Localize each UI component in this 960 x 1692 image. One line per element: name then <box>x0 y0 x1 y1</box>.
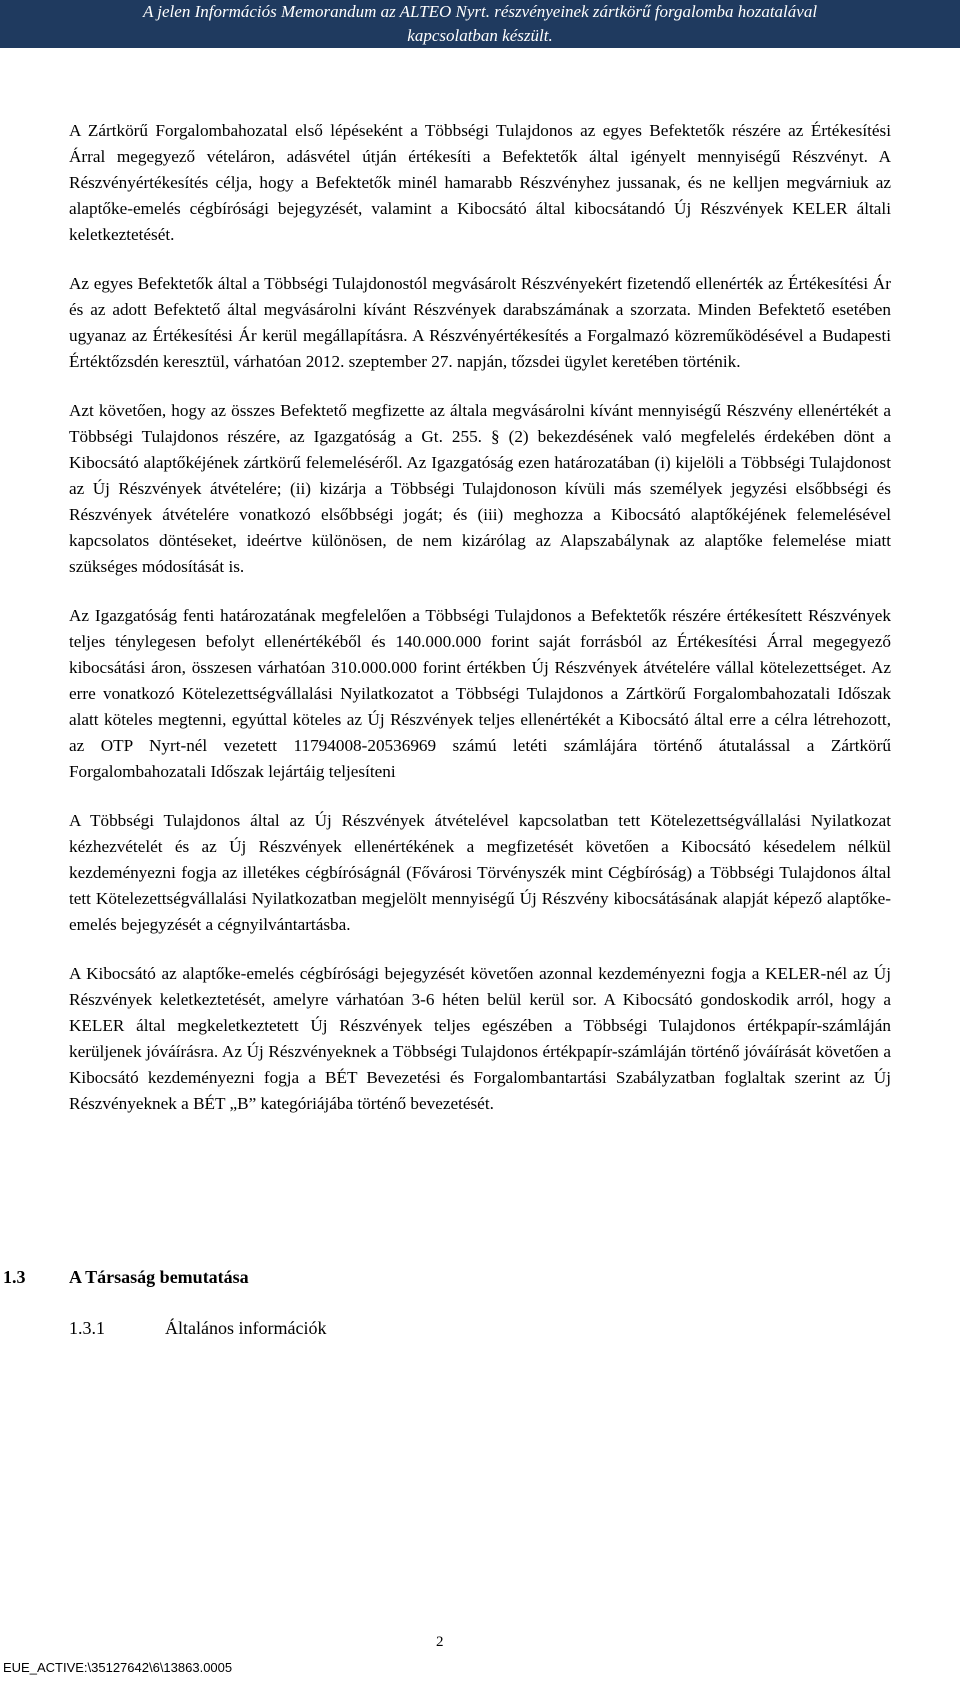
section-number: 1.3 <box>3 1267 26 1287</box>
subsection-number: 1.3.1 <box>69 1318 105 1338</box>
document-body <box>69 118 891 1140</box>
subsection-title: Általános információk <box>165 1318 327 1338</box>
paragraph: Az Igazgatóság fenti határozatának megfelelően a Többségi Tulajdonos a Befektetők részére értékesített Részvények teljes ténylegesen befolyt ellenértékéből és 140.000.000 forint saját forrásból az Értékesítési Árral megegyező kibocsátási áron, összesen várhatóan 310.000.000 forint értékben Új Részvények átvételére vállal kötelezettséget. Az erre vonatkozó Kötelezettségvállalási Nyilatkozatot a Többségi Tulajdonos a Zártkörű Forgalombahozatali Időszak alatt köteles megtenni, egyúttal köteles az Új Részvények teljes ellenértékét a Kibocsátó által erre a célra létrehozott, az OTP Nyrt-nél vezetett 11794008-20536969 számú letéti számlájára történő átutalással a Zártkörű Forgalombahozatali Időszak lejártáig teljesíteni <box>69 606 891 781</box>
paragraph: A Többségi Tulajdonos által az Új Részvények átvételével kapcsolatban tett Kötelezettségvállalási Nyilatkozat kézhezvételét és az Új Részvények ellenértékének a megfizetését követően a Kibocsátó késedelem nélkül kezdeményezni fogja az illetékes cégbíróságnál (Fővárosi Törvényszék mint Cégbíróság) a Többségi Tulajdonos által tett Kötelezettségvállalási Nyilatkozatban megjelölt mennyiségű Új Részvény kibocsátásának alapját képező alaptőke-emelés bejegyzését a cégnyilvántartásba. <box>69 811 891 934</box>
paragraph: Azt követően, hogy az összes Befektető megfizette az általa megvásárolni kívánt mennyiségű Részvény ellenértékét a Többségi Tulajdonos részére, az Igazgatóság a Gt. 255. § (2) bekezdésének való megfelelés érdekében dönt a Kibocsátó alaptőkéjének zártkörű felemeléséről. Az Igazgatóság ezen határozatában (i) kijelöli a Többségi Tulajdonost az Új Részvények átvételére; (ii) kizárja a Többségi Tulajdonoson kívüli más személyek jegyzési elsőbbségi és Részvények átvételére vonatkozó elsőbbségi jogát; és (iii) meghozza a Kibocsátó alaptőkéjének felemelésével kapcsolatos döntéseket, ideértve különösen, de nem kizárólag az Alapszabálynak az alaptőke felemelése miatt szükséges módosítását is. <box>69 401 891 576</box>
paragraph: Az egyes Befektetők által a Többségi Tulajdonostól megvásárolt Részvényekért fizetendő ellenérték az Értékesítési Ár és az adott Befektető által megvásárolni kívánt Részvények darabszámának a szorzata. Minden Befektető esetében ugyanaz az Értékesítési Ár kerül megállapításra. A Részvényértékesítés a Forgalmazó közreműködésével a Budapesti Értéktőzsdén keresztül, várhatóan 2012. szeptember 27. napján, tőzsdei ügylet keretében történik. <box>69 274 891 371</box>
header-line-2: kapcsolatban készült. <box>407 26 553 45</box>
document-header-banner <box>0 0 960 48</box>
page-number: 2 <box>436 1634 444 1650</box>
paragraph: A Kibocsátó az alaptőke-emelés cégbírósági bejegyzését követően azonnal kezdeményezni fogja a KELER-nél az Új Részvények keletkeztetését, amelyre várhatóan 3-6 héten belül kerül sor. A Kibocsátó gondoskodik arról, hogy a KELER által megkeletkeztetett Új Részvények teljes egészében a Többségi Tulajdonos értékpapír-számláján kerüljenek jóváírásra. Az Új Részvényeknek a Többségi Tulajdonos értékpapír-számláján történő jóváírását követően a Kibocsátó kezdeményezni fogja a BÉT Bevezetési és Forgalombantartási Szabályzatban foglaltak szerint az Új Részvényeknek a BÉT „B” kategóriájába történő bevezetését. <box>69 964 891 1113</box>
paragraph: A Zártkörű Forgalombahozatal első lépéseként a Többségi Tulajdonos az egyes Befektetők részére az Értékesítési Árral megegyező vételáron, adásvétel útján értékesíti a Befektetők által igényelt mennyiségű Részvényt. A Részvényértékesítés célja, hogy a Befektetők minél hamarabb Részvényhez jussanak, és ne kelljen megvárniuk az alaptőke-emelés cégbírósági bejegyzését, valamint a Kibocsátó által kibocsátandó Új Részvények KELER általi keletkeztetését. <box>69 121 891 244</box>
section-title: A Társaság bemutatása <box>69 1267 249 1287</box>
header-line-1: A jelen Információs Memorandum az ALTEO Nyrt. részvényeinek zártkörű forgalomba hozatalával <box>142 2 818 21</box>
document-reference: EUE_ACTIVE:\35127642\6\13863.0005 <box>3 1660 233 1675</box>
